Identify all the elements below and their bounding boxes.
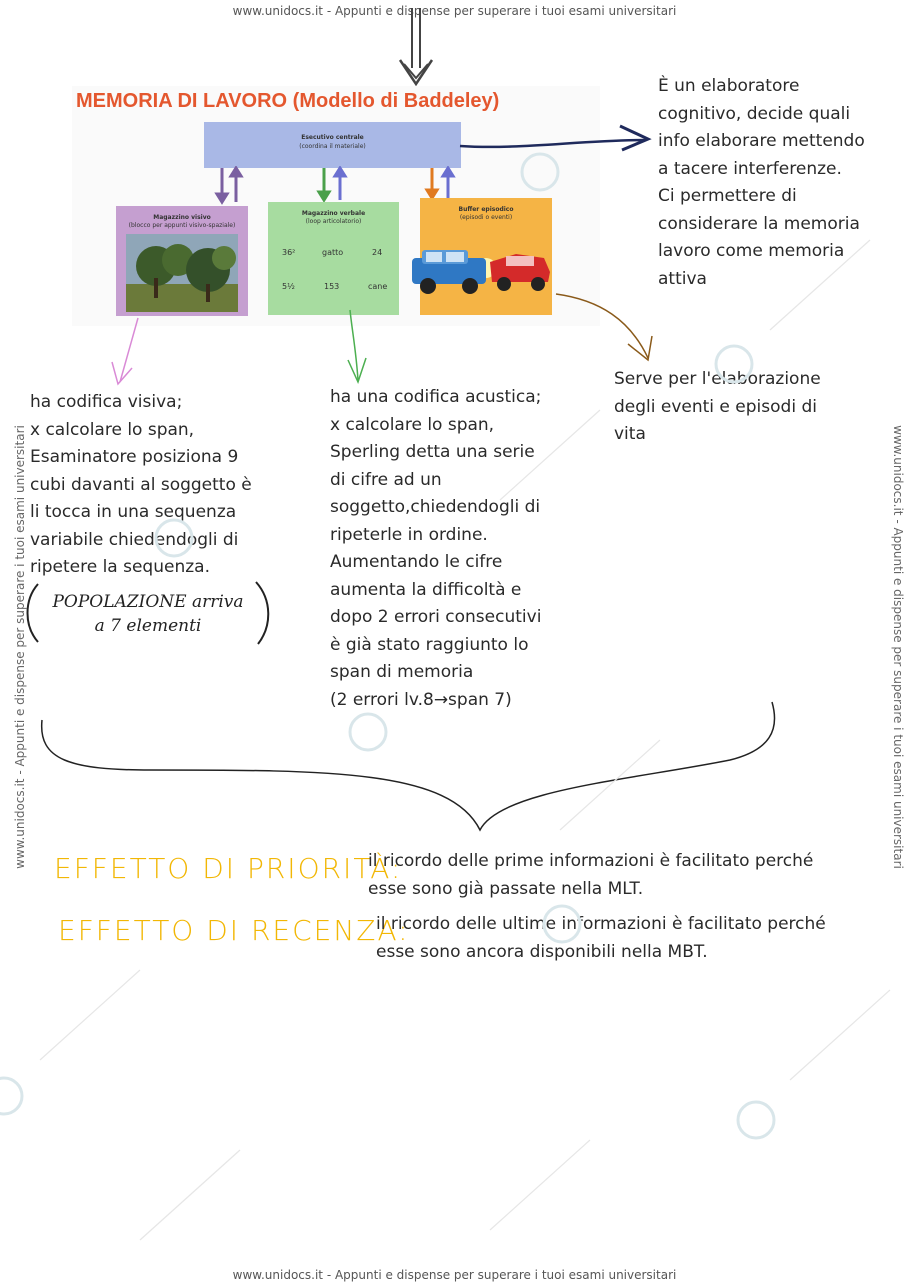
visivo-sub: (blocco per appunti visivo-spaziale) bbox=[128, 222, 236, 229]
verbale-cell: gatto bbox=[322, 248, 344, 257]
note-line: Aumentando le cifre bbox=[330, 552, 503, 572]
note-line: POPOLAZIONE arriva bbox=[52, 592, 244, 612]
note-line: x calcolare lo span, bbox=[30, 419, 195, 440]
note-line: Esaminatore posiziona 9 bbox=[30, 447, 239, 467]
effect-priority-title: EFFETTO DI PRIORITÀ: bbox=[54, 852, 403, 885]
note-line: Sperling detta una serie bbox=[330, 442, 535, 462]
verbale-cell: 153 bbox=[324, 282, 340, 291]
note-line: Serve per l'elaborazione bbox=[614, 369, 821, 389]
executive-sub: (coordina il materiale) bbox=[299, 143, 366, 150]
note-line: ha codifica visiva; bbox=[30, 392, 183, 412]
note-line: il ricordo delle prime informazioni è facilitato perché bbox=[368, 851, 814, 871]
note-line: cubi davanti al soggetto è bbox=[30, 474, 252, 495]
note-line: aumenta la difficoltà e bbox=[330, 579, 522, 600]
note-line: cognitivo, decide quali bbox=[658, 103, 851, 124]
note-line: attiva bbox=[658, 268, 707, 289]
note-line: degli eventi e episodi di bbox=[614, 396, 817, 417]
verbale-label: Magazzino verbale bbox=[301, 210, 366, 217]
buffer-label: Buffer episodico bbox=[458, 206, 514, 213]
note-line: il ricordo delle ultime informazioni è facilitato perché bbox=[376, 914, 826, 934]
buffer-sub: (episodi o eventi) bbox=[459, 214, 513, 221]
note-line: ripetere la sequenza. bbox=[30, 557, 210, 577]
visivo-label: Magazzino visivo bbox=[153, 214, 211, 221]
verbale-cell: 5½ bbox=[282, 282, 295, 291]
note-line: info elaborare mettendo bbox=[658, 131, 865, 151]
watermark-side-right: www.unidocs.it - Appunti e dispense per superare i tuoi esami universitari bbox=[891, 425, 905, 869]
note-line: variabile chiedendogli di bbox=[30, 529, 239, 550]
note-line: a tacere interferenze. bbox=[658, 158, 842, 179]
note-line: span di memoria bbox=[330, 662, 474, 682]
note-line: vita bbox=[614, 424, 646, 444]
note-line: ripeterle in ordine. bbox=[330, 524, 488, 545]
executive-label: Esecutivo centrale bbox=[301, 134, 364, 141]
note-line: a 7 elementi bbox=[94, 616, 202, 636]
note-line: esse sono già passate nella MLT. bbox=[368, 879, 644, 899]
verbale-cell: cane bbox=[368, 282, 388, 291]
note-line: dopo 2 errori consecutivi bbox=[330, 607, 542, 627]
effect-recency-title: EFFETTO DI RECENZA: bbox=[58, 914, 410, 947]
note-line: esse sono ancora disponibili nella MBT. bbox=[376, 942, 708, 962]
note-line: Ci permettere di bbox=[658, 186, 797, 206]
watermark-top: www.unidocs.it - Appunti e dispense per superare i tuoi esami universitari bbox=[232, 4, 677, 18]
verbale-sub: (loop articolatorio) bbox=[305, 218, 362, 225]
note-line: di cifre ad un bbox=[330, 469, 442, 490]
verbale-cell: 24 bbox=[372, 248, 383, 257]
verbale-cell: 36² bbox=[282, 248, 296, 257]
note-line: soggetto,chiedendogli di bbox=[330, 497, 541, 517]
note-line: È un elaboratore bbox=[658, 76, 800, 96]
note-line: è già stato raggiunto lo bbox=[330, 634, 529, 655]
note-line: (2 errori lv.8→span 7) bbox=[330, 689, 512, 710]
note-line: lavoro come memoria bbox=[658, 241, 845, 261]
note-line: li tocca in una sequenza bbox=[30, 502, 237, 522]
watermark-bottom: www.unidocs.it - Appunti e dispense per superare i tuoi esami universitari bbox=[232, 1268, 677, 1282]
note-line: considerare la memoria bbox=[658, 213, 860, 234]
diagram-title: MEMORIA DI LAVORO (Modello di Baddeley) bbox=[76, 90, 500, 112]
note-line: ha una codifica acustica; bbox=[330, 387, 542, 407]
note-line: x calcolare lo span, bbox=[330, 414, 495, 435]
watermark-side-left: www.unidocs.it - Appunti e dispense per superare i tuoi esami universitari bbox=[13, 425, 27, 869]
